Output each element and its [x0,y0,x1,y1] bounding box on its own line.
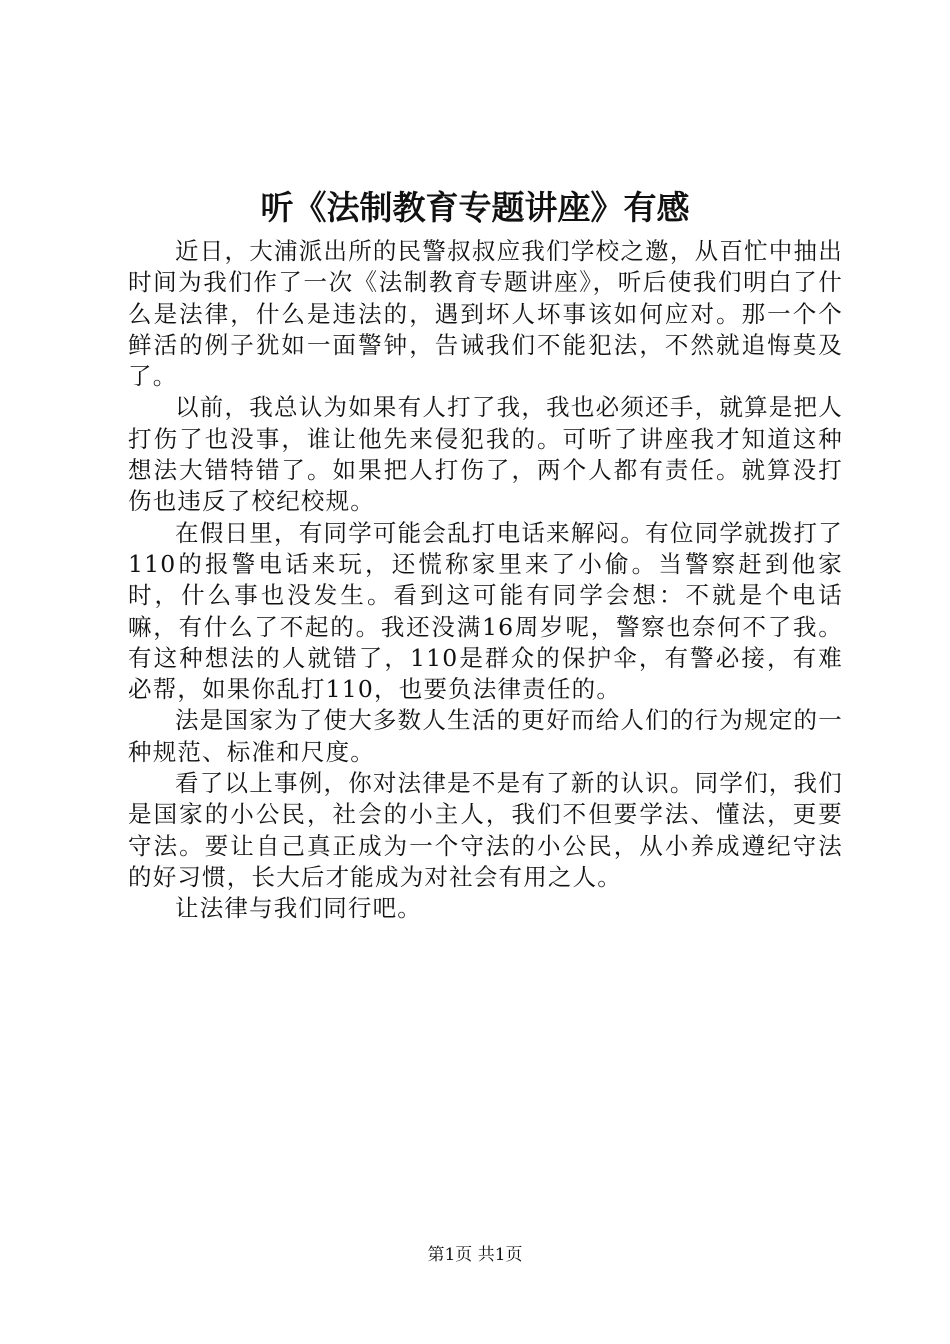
paragraph-5: 看了以上事例，你对法律是不是有了新的认识。同学们，我们是国家的小公民，社会的小主人，我们不但要学法、懂法，更要守法。要让自己真正成为一个守法的小公民，从小养成遵纪守法的好习惯，长大后才能成为对社会有用之人。 [128,769,843,891]
paragraph-2: 以前，我总认为如果有人打了我，我也必须还手，就算是把人打伤了也没事，谁让他先来侵犯我的。可听了讲座我才知道这种想法大错特错了。如果把人打伤了，两个人都有责任。就算没打伤也违反了校纪校规。 [128,393,843,516]
document-body [128,236,843,925]
document-title: 听《法制教育专题讲座》有感 [260,188,690,227]
paragraph-1: 近日，大浦派出所的民警叔叔应我们学校之邀，从百忙中抽出时间为我们作了一次《法制教育专题讲座》，听后使我们明白了什么是法律，什么是违法的，遇到坏人坏事该如何应对。那一个个鲜活的例子犹如一面警钟，告诫我们不能犯法，不然就追悔莫及了。 [128,237,843,391]
paragraph-3: 在假日里，有同学可能会乱打电话来解闷。有位同学就拨打了110的报警电话来玩，还慌称家里来了小偷。当警察赶到他家时，什么事也没发生。看到这可能有同学会想：不就是个电话嘛，有什么了不起的。我还没满16周岁呢，警察也奈何不了我。有这种想法的人就错了，110是群众的保护伞，有警必接，有难必帮，如果你乱打110，也要负法律责任的。 [128,518,843,704]
page-footer: 第1页 共1页 [427,1245,523,1265]
paragraph-6: 让法律与我们同行吧。 [175,894,422,923]
paragraph-4: 法是国家为了使大多数人生活的更好而给人们的行为规定的一种规范、标准和尺度。 [128,706,843,766]
